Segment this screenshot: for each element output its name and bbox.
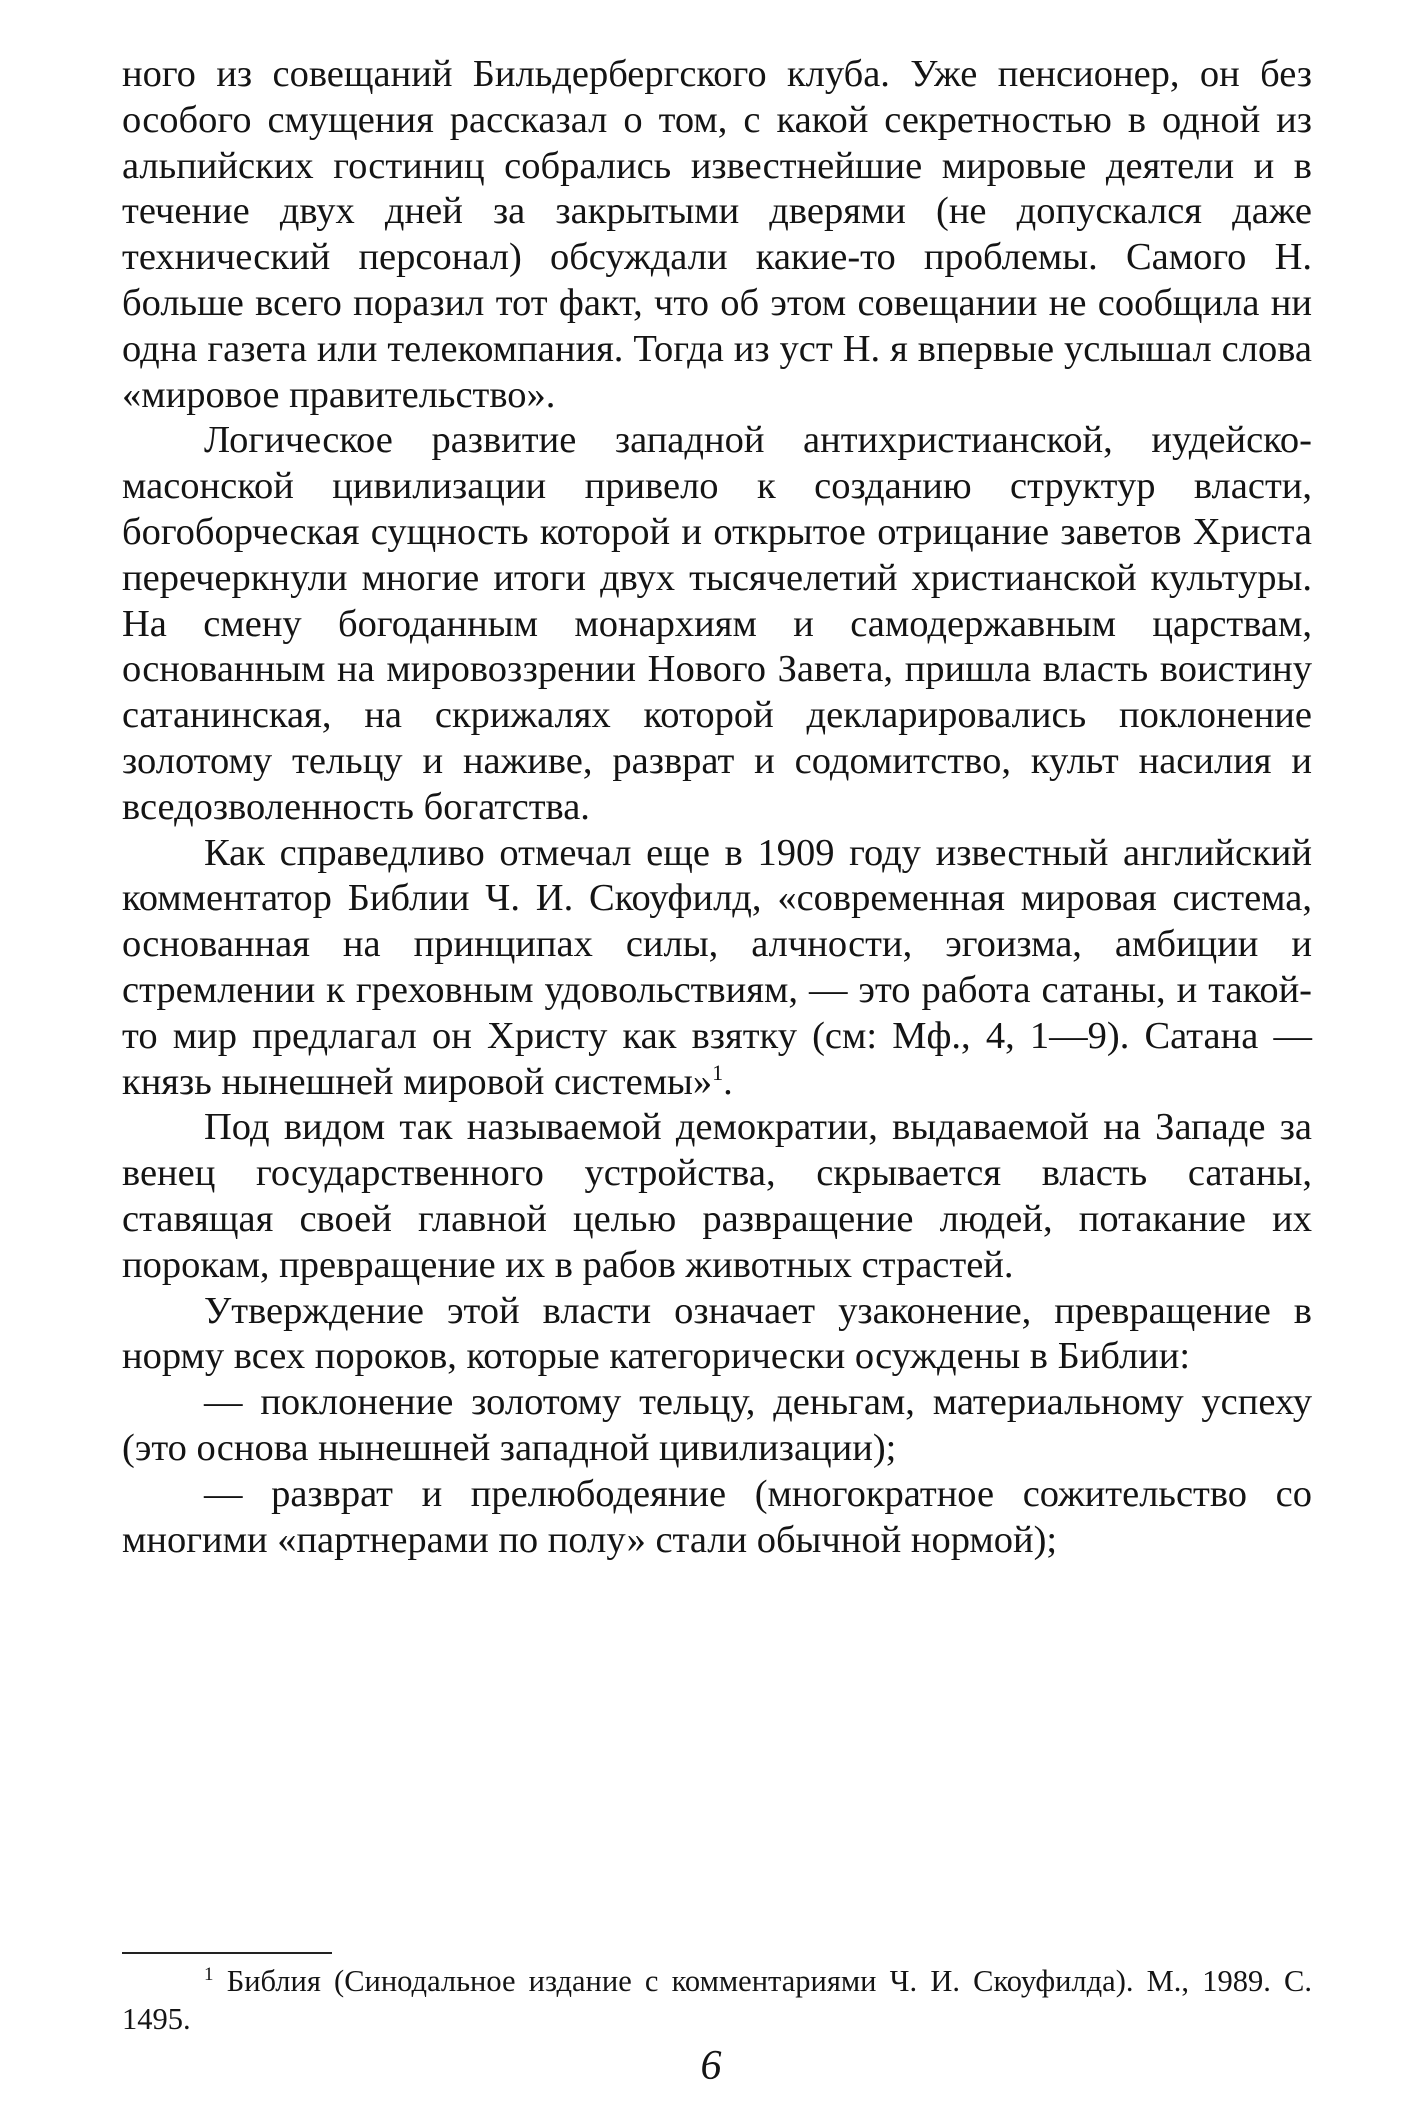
paragraph-3-text: Как справедливо отмечал еще в 1909 году известный английский комментатор Библии Ч. И. Скоуфилд, «современная мировая система, основанная на принципах силы, алчности, эгоизма, амбиции и стремлении к греховным удовольствиям, — это работа сатаны, и такой-то мир предлагал он Христу как взятку (см: Мф., 4, 1—9). Сатана — князь нынешней мировой системы» <box>122 831 1312 1103</box>
paragraph-4: Под видом так называемой демократии, выдаваемой на Западе за венец государственного устройства, скрывается власть сатаны, ставящая своей главной целью развращение людей, потакание их порокам, превращение их в рабов животных страстей. <box>122 1106 1312 1286</box>
footnote-reference[interactable]: 1 <box>712 1059 724 1085</box>
paragraph-3: Как справедливо отмечал еще в 1909 году известный английский комментатор Библии Ч. И. Скоуфилд, «современная мировая система, основанная на принципах силы, алчности, эгоизма, амбиции и стремлении к греховным удовольствиям, — это работа сатаны, и такой-то мир предлагал он Христу как взятку (см: Мф., 4, 1—9). Сатана — князь нынешней мировой системы»$^1$. <box>122 831 1312 1103</box>
footnote-marker: 1 <box>204 1963 214 1985</box>
list-item-2: — разврат и прелюбодеяние (многократное сожительство со многими «партнерами по полу» стали обычной нормой); <box>122 1472 1312 1561</box>
paragraph-1: ного из совещаний Бильдербергского клуба. Уже пенсионер, он без особого смущения рассказал о том, с какой секретностью в одной из альпийских гостиниц собрались известнейшие мировые деятели и в течение двух дней за закрытыми дверями (не допускался даже технический персонал) обсуждали какие-то проблемы. Самого Н. больше всего поразил тот факт, что об этом совещании не сообщила ни одна газета или телекомпания. Тогда из уст Н. я впервые услышал слова «мировое правительство». <box>122 53 1312 416</box>
paragraph-5: Утверждение этой власти означает узаконение, превращение в норму всех пороков, которые категорически осуждены в Библии: <box>122 1289 1312 1378</box>
paragraph-2: Логическое развитие западной антихристианской, иудейско-масонской цивилизации привело к созданию структур власти, богоборческая сущность которой и открытое отрицание заветов Христа перечеркнули многие итоги двух тысячелетий христианской культуры. На смену богоданным монархиям и самодержавным царствам, основанным на мировоззрении Нового Завета, пришла власть воистину сатанинская, на скрижалях которой декларировались поклонение золотому тельцу и наживе, разврат и содомитство, культ насилия и вседозволенность богатства. <box>122 419 1312 828</box>
body-text <box>122 52 1312 1563</box>
page-body <box>122 52 1312 1563</box>
list-item-1: — поклонение золотому тельцу, деньгам, материальному успеху (это основа нынешней западной цивилизации); <box>122 1381 1312 1469</box>
footnote-paragraph <box>122 1962 1312 2038</box>
page-number: 6 <box>700 2043 722 2089</box>
footnote <box>122 1962 1312 2038</box>
footnote-text: Библия (Синодальное издание с комментариями Ч. И. Скоуфилда). М., 1989. С. 1495. <box>122 1964 1313 2036</box>
footnote-divider <box>122 1952 332 1954</box>
